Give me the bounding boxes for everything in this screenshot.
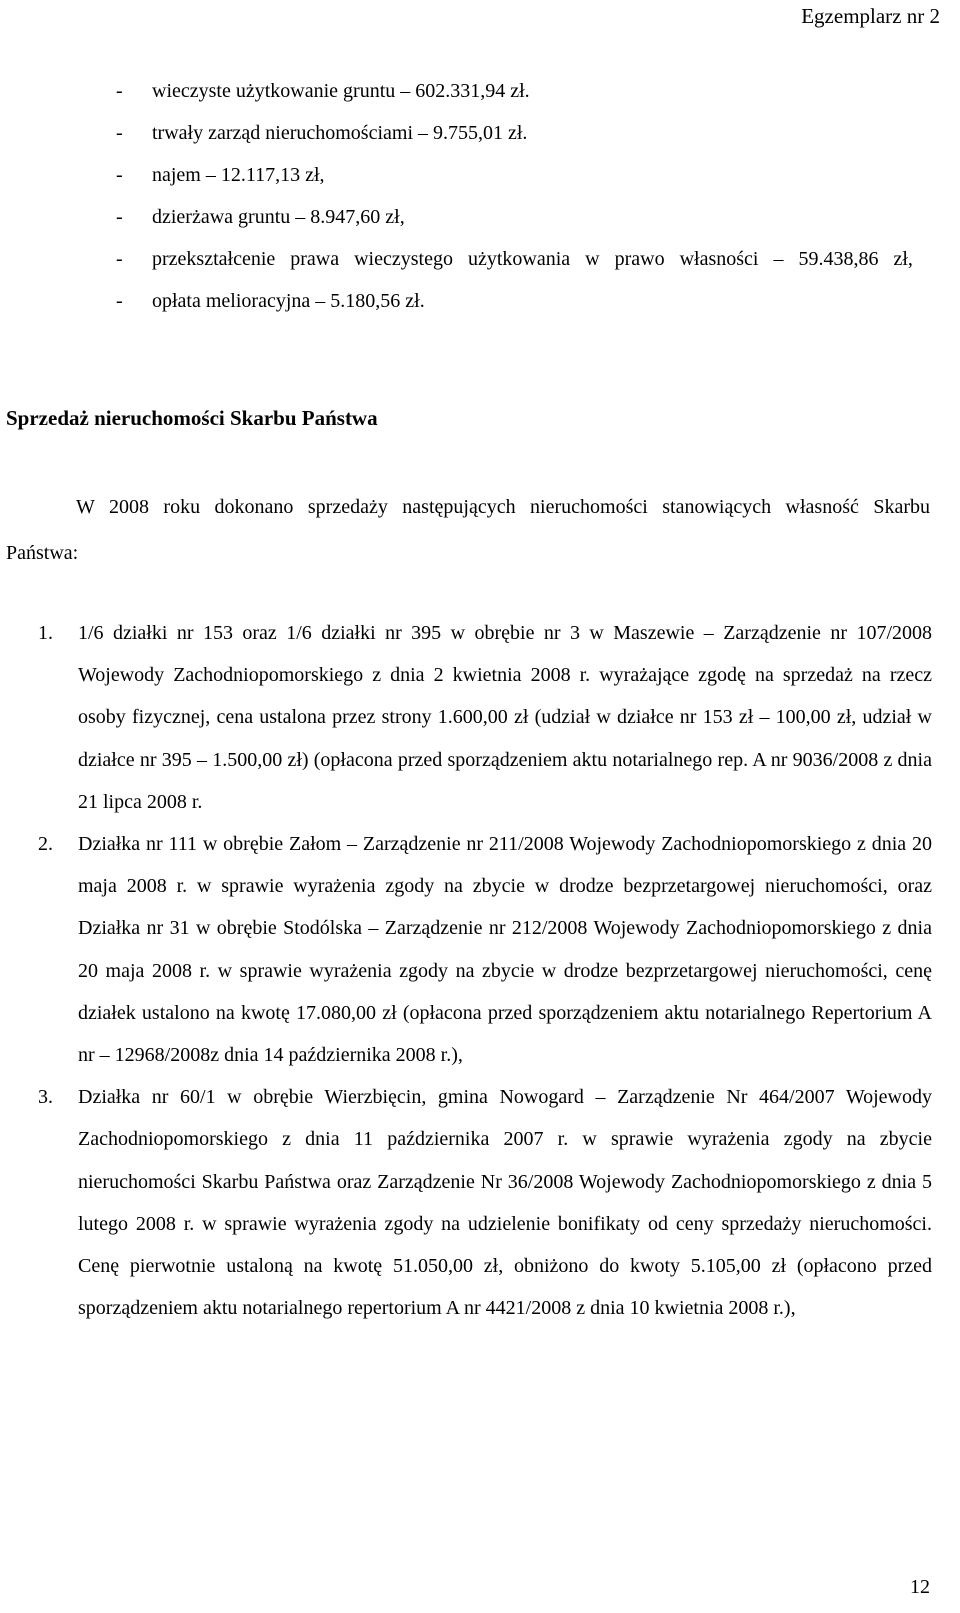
list-item: - najem – 12.117,13 zł, [116,154,932,196]
list-item: - trwały zarząd nieruchomościami – 9.755,01 zł. [116,112,932,154]
item-text: Działka nr 111 w obrębie Załom – Zarządzenie nr 211/2008 Wojewody Zachodniopomorskiego z dnia 20 maja 2008 r. w sprawie wyrażenia zgody na zbycie w drodze bezprzetargowej nieruchomości, oraz Działka nr 31 w obrębie Stodólska – Zarządzenie nr 212/2008 Wojewody Zachodniopomorskiego z dnia 20 maja 2008 r. w sprawie wyrażenia zgody na zbycie w drodze bezprzetargowej nieruchomości, cenę działek ustalono na kwotę 17.080,00 zł (opłacona przed sporządzeniem aktu notarialnego Repertorium A nr – 12968/2008z dnia 14 października 2008 r.), [78,833,932,1067]
intro-paragraph [6,484,930,576]
list-item [38,612,932,823]
copy-label: Egzemplarz nr 2 [801,4,940,28]
list-item: - dzierżawa gruntu – 8.947,60 zł, [116,196,932,238]
list-item [38,823,932,1076]
item-number: 1. [38,622,53,644]
list-item: - opłata melioracyjna – 5.180,56 zł. [116,280,932,322]
list-item [38,1076,932,1329]
sales-list [38,612,932,1329]
list-item: - wieczyste użytkowanie gruntu – 602.331,94 zł. [116,70,932,112]
item-number: 3. [38,1086,53,1109]
section-title: Sprzedaż nieruchomości Skarbu Państwa [6,406,378,430]
revenue-list [116,70,932,322]
item-text: Działka nr 60/1 w obrębie Wierzbięcin, gmina Nowogard – Zarządzenie Nr 464/2007 Wojewody Zachodniopomorskiego z dnia 11 października 2007 r. w sprawie wyrażenia zgody na zbycie nieruchomości Skarbu Państwa oraz Zarządzenie Nr 36/2008 Wojewody Zachodniopomorskiego z dnia 5 lutego 2008 r. w sprawie wyrażenia zgody na udzielenie bonifikaty od ceny sprzedaży nieruchomości. Cenę pierwotnie ustaloną na kwotę 51.050,00 zł, obniżono do kwoty 5.105,00 zł (opłacono przed sporządzeniem aktu notarialnego repertorium A nr 4421/2008 z dnia 10 kwietnia 2008 r.), [78,1086,932,1320]
intro-text: W 2008 roku dokonano sprzedaży następujących nieruchomości stanowiących własność Skarbu Państwa: [6,496,930,564]
list-item: - przekształcenie prawa wieczystego użytkowania w prawo własności – 59.438,86 zł, [116,238,932,280]
page-number: 12 [910,1576,930,1598]
item-text: 1/6 działki nr 153 oraz 1/6 działki nr 395 w obrębie nr 3 w Maszewie – Zarządzenie nr 107/2008 Wojewody Zachodniopomorskiego z dnia 2 kwietnia 2008 r. wyrażające zgodę na sprzedaż na rzecz osoby fizycznej, cena ustalona przez strony 1.600,00 zł (udział w działce nr 153 zł – 100,00 zł, udział w działce nr 395 – 1.500,00 zł) (opłacona przed sporządzeniem aktu notarialnego rep. A nr 9036/2008 z dnia 21 lipca 2008 r. [78,622,932,813]
item-number: 2. [38,833,53,856]
